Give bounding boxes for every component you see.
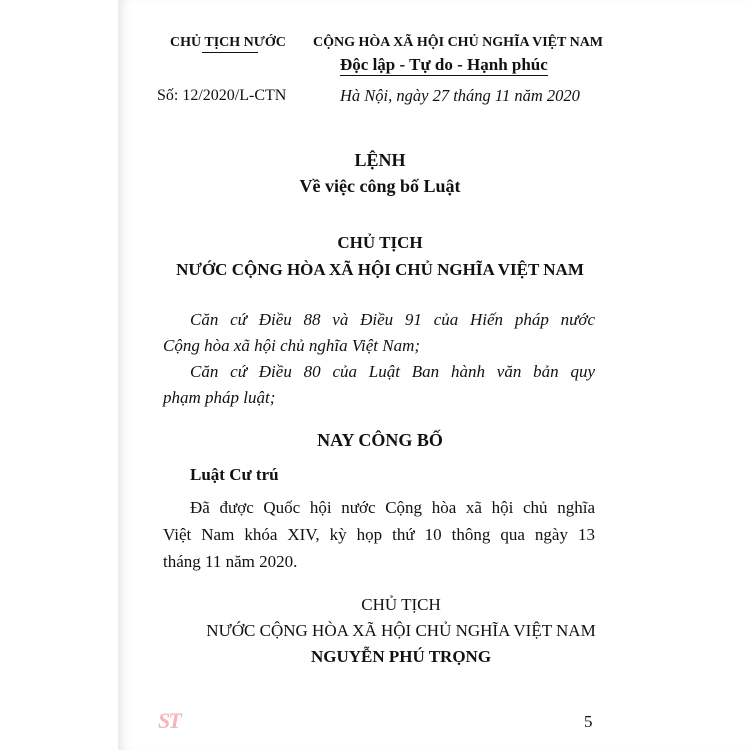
body-line: tháng 11 năm 2020. bbox=[163, 552, 298, 571]
signature-title: CHỦ TỊCH bbox=[361, 595, 441, 614]
motto: Độc lập - Tự do - Hạnh phúc bbox=[340, 55, 548, 74]
authority-country: NƯỚC CỘNG HÒA XÃ HỘI CHỦ NGHĨA VIỆT NAM bbox=[176, 260, 584, 279]
authority-title: CHỦ TỊCH bbox=[337, 233, 423, 252]
issuer-underline bbox=[202, 52, 258, 53]
proclaim-heading: NAY CÔNG BỐ bbox=[317, 430, 443, 450]
basis-line: Cộng hòa xã hội chủ nghĩa Việt Nam; bbox=[163, 336, 421, 355]
document-title: LỆNH bbox=[354, 150, 406, 170]
body-line: Việt Nam khóa XIV, kỳ họp thứ 10 thông qua ngày 13 bbox=[163, 525, 595, 544]
page-number: 5 bbox=[584, 712, 593, 731]
signatory-name: NGUYỄN PHÚ TRỌNG bbox=[310, 647, 492, 666]
basis-line: phạm pháp luật; bbox=[163, 388, 276, 407]
document-number: Số: 12/2020/L-CTN bbox=[157, 87, 287, 104]
signature-country: NƯỚC CỘNG HÒA XÃ HỘI CHỦ NGHĨA VIỆT NAM bbox=[206, 621, 596, 640]
place-date: Hà Nội, ngày 27 tháng 11 năm 2020 bbox=[340, 86, 580, 105]
law-name: Luật Cư trú bbox=[190, 465, 279, 484]
basis-line: Căn cứ Điều 80 của Luật Ban hành văn bản quy bbox=[190, 362, 595, 381]
body-line: Đã được Quốc hội nước Cộng hòa xã hội chủ nghĩa bbox=[190, 498, 595, 517]
publisher-logo: ST bbox=[158, 708, 180, 733]
issuer: CHỦ TỊCH NƯỚC bbox=[170, 35, 286, 50]
country-name: CỘNG HÒA XÃ HỘI CHỦ NGHĨA VIỆT NAM bbox=[313, 35, 604, 50]
document-subtitle: Về việc công bố Luật bbox=[299, 176, 461, 196]
basis-line: Căn cứ Điều 88 và Điều 91 của Hiến pháp nước bbox=[190, 310, 595, 329]
